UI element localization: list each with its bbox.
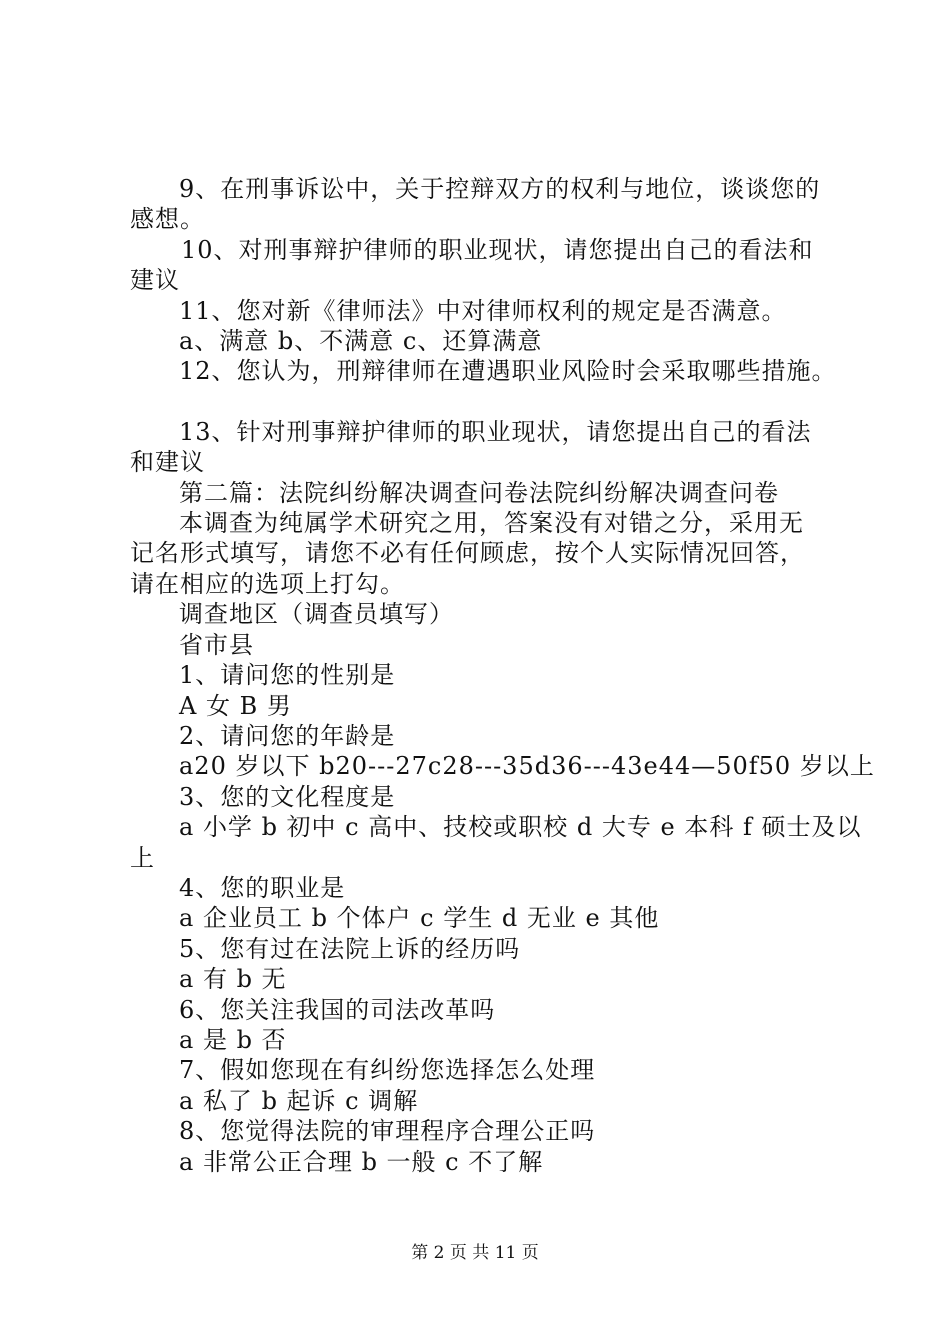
q2-age: 2、请问您的年龄是 [179, 721, 396, 750]
q5-appeal: 5、您有过在法院上诉的经历吗 [179, 934, 521, 963]
q6-reform: 6、您关注我国的司法改革吗 [179, 995, 496, 1024]
question-9-line-1: 9、在刑事诉讼中，关于控辩双方的权利与地位，谈谈您的 [179, 175, 821, 203]
q5-options: a 有 b 无 [179, 965, 287, 994]
intro-line-3: 请在相应的选项上打勾。 [130, 569, 405, 598]
section-heading: 第二篇：法院纠纷解决调查问卷法院纠纷解决调查问卷 [179, 478, 779, 507]
question-11-options: a、满意 b、不满意 c、还算满意 [179, 327, 543, 356]
q7-options: a 私了 b 起诉 c 调解 [179, 1086, 419, 1115]
intro-line-1: 本调查为纯属学术研究之用，答案没有对错之分，采用无 [179, 509, 804, 538]
question-13-line-1: 13、针对刑事辩护律师的职业现状，请您提出自己的看法 [179, 417, 812, 446]
q8-options: a 非常公正合理 b 一般 c 不了解 [179, 1147, 544, 1176]
survey-region-label: 调查地区（调查员填写） [179, 600, 454, 629]
question-10-line-1: 10、对刑事辩护律师的职业现状，请您提出自己的看法和 [181, 235, 814, 264]
question-11: 11、您对新《律师法》中对律师权利的规定是否满意。 [179, 296, 787, 325]
q4-occupation: 4、您的职业是 [179, 873, 346, 902]
question-10-line-2: 建议 [130, 266, 180, 295]
survey-region-fields: 省市县 [179, 630, 254, 659]
document-body [130, 174, 875, 1177]
q8-fairness: 8、您觉得法院的审理程序合理公正吗 [179, 1117, 596, 1146]
q3-options-line-2: 上 [130, 843, 155, 872]
q7-dispute: 7、假如您现在有纠纷您选择怎么处理 [179, 1056, 596, 1085]
q6-options: a 是 b 否 [179, 1025, 287, 1054]
q1-options: A 女 B 男 [179, 691, 292, 720]
intro-line-2: 记名形式填写，请您不必有任何顾虑，按个人实际情况回答， [130, 539, 805, 568]
q3-education: 3、您的文化程度是 [179, 782, 396, 811]
page-footer: 第 2 页 共 11 页 [411, 1243, 539, 1263]
question-9-line-2: 感想。 [130, 205, 205, 234]
q2-options: a20 岁以下 b20---27c28---35d36---43e44—50f50 岁以上 [179, 752, 875, 781]
question-13-line-2: 和建议 [130, 448, 205, 477]
q4-options: a 企业员工 b 个体户 c 学生 d 无业 e 其他 [179, 904, 660, 933]
q3-options-line-1: a 小学 b 初中 c 高中、技校或职校 d 大专 e 本科 f 硕士及以 [179, 813, 862, 842]
q1-gender: 1、请问您的性别是 [179, 661, 396, 690]
question-12: 12、您认为，刑辩律师在遭遇职业风险时会采取哪些措施。 [179, 357, 837, 386]
